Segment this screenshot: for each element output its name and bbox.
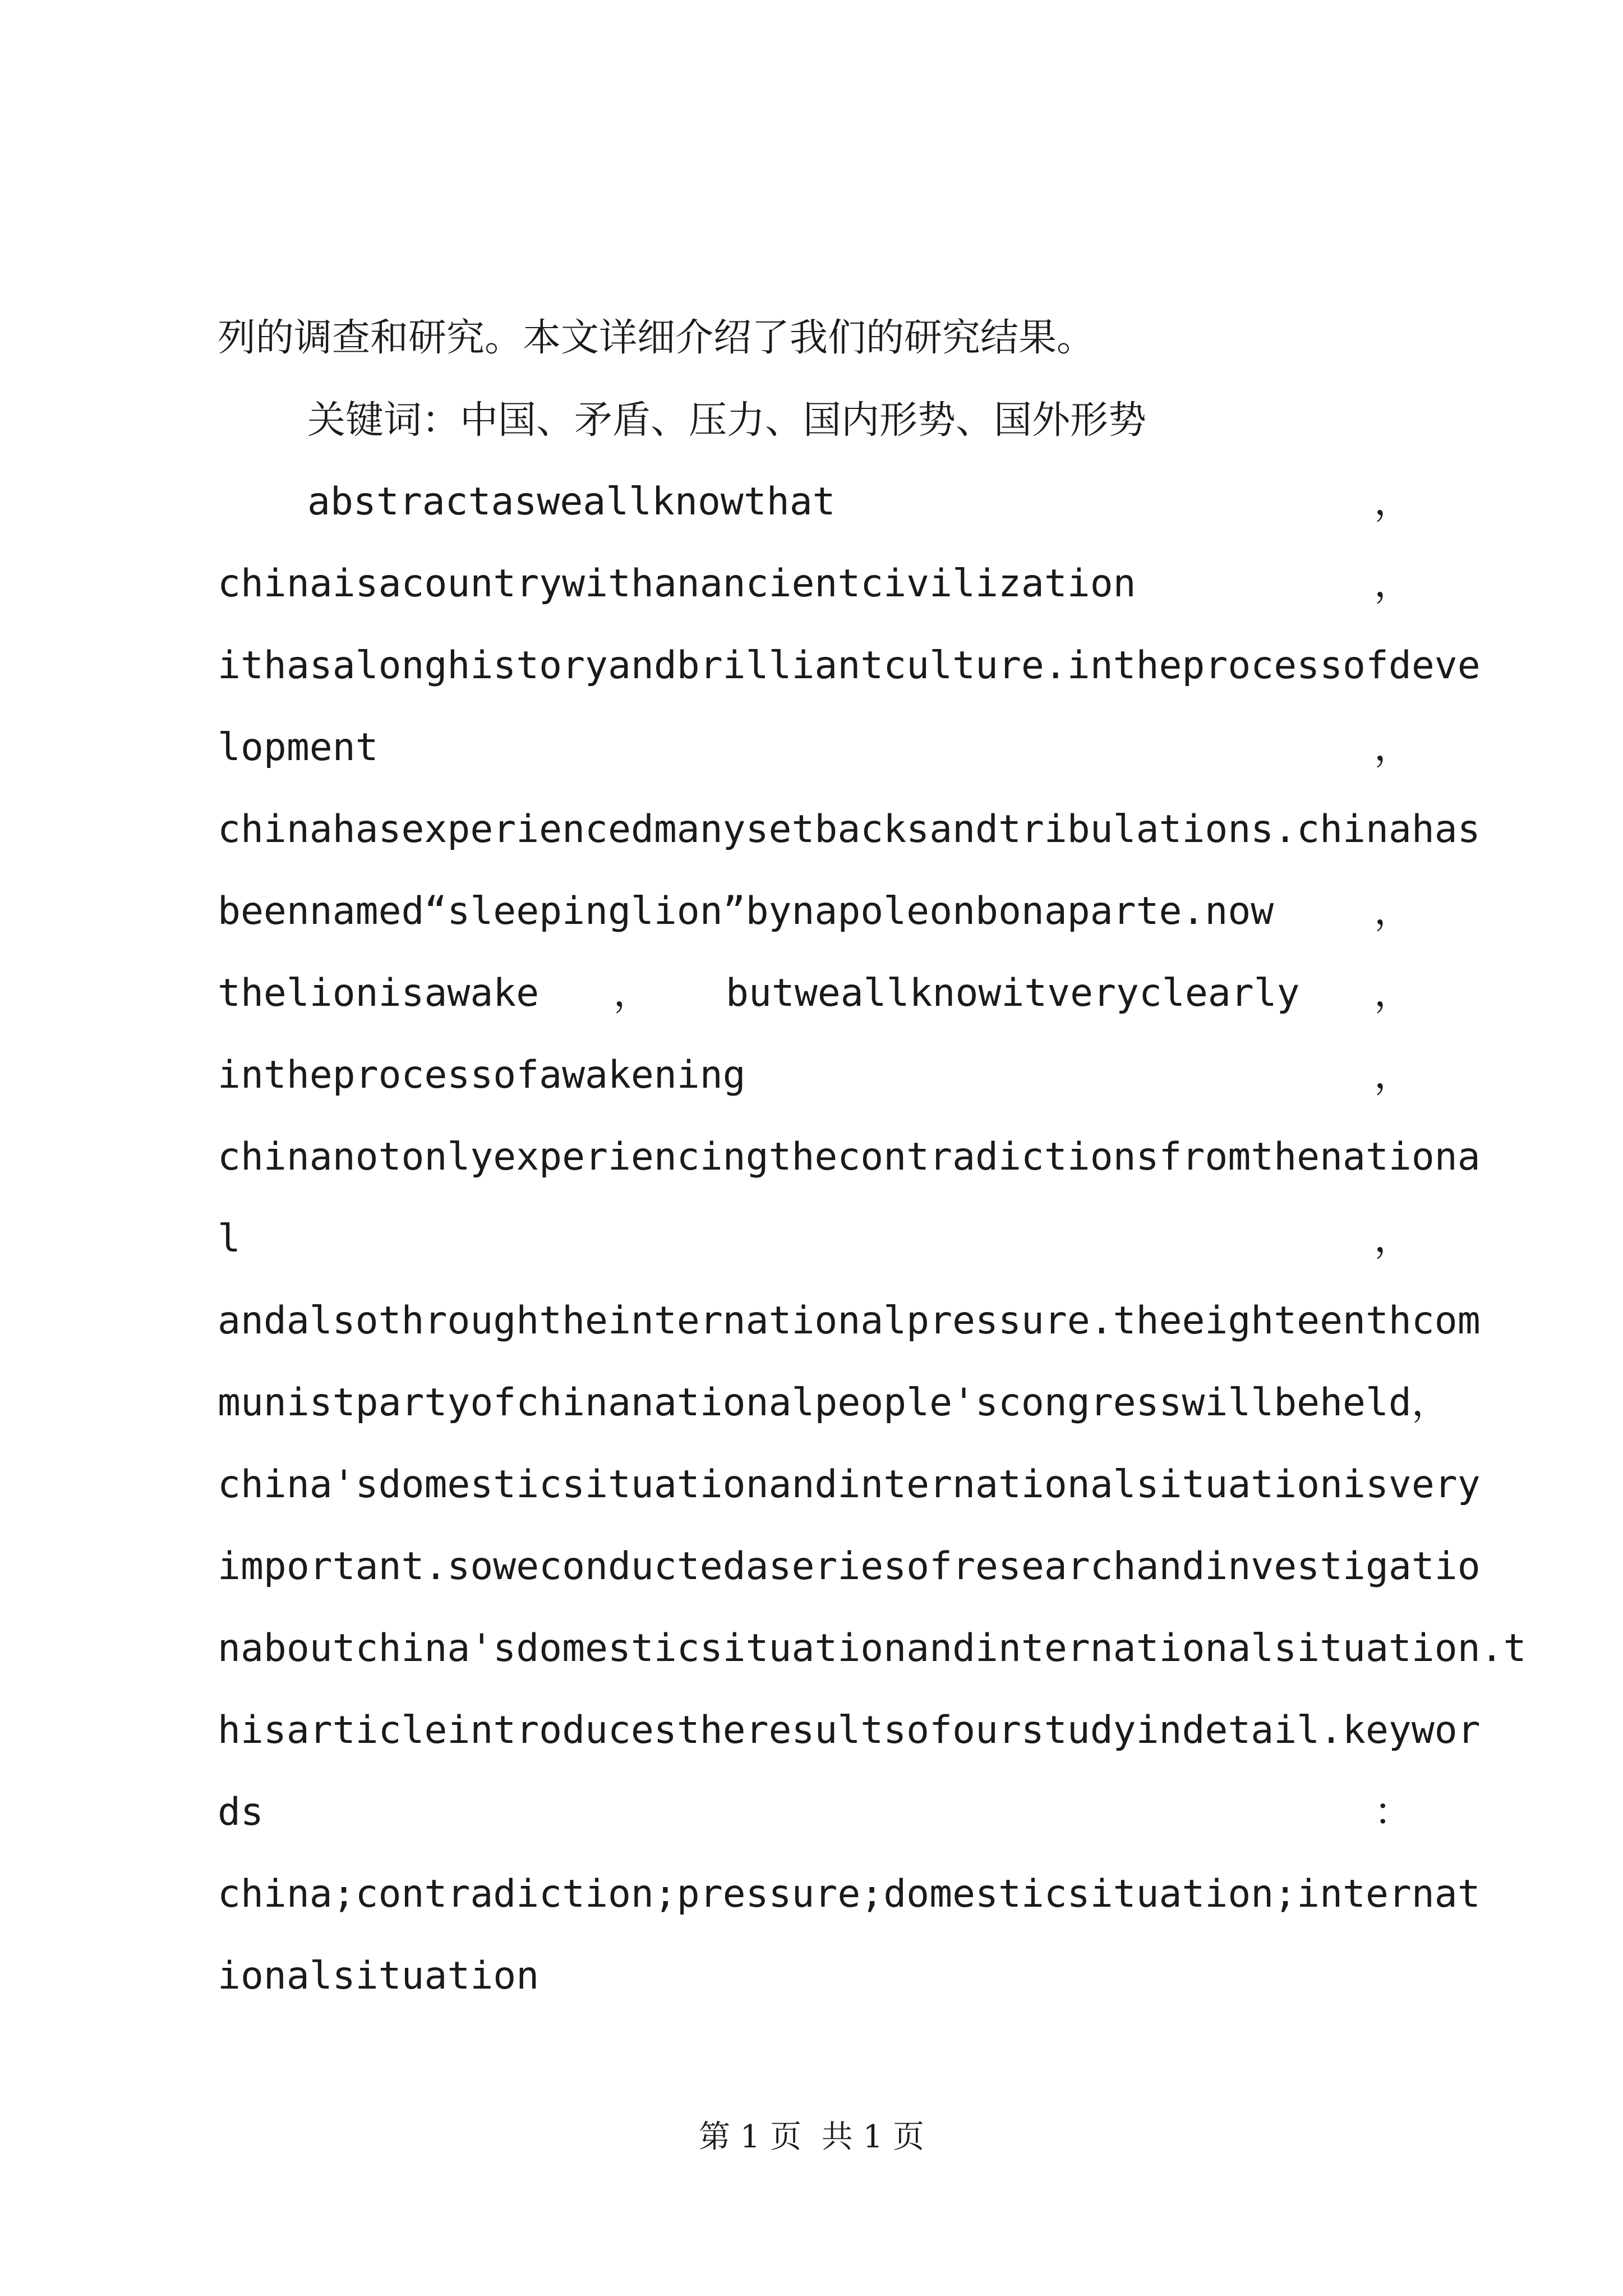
text-segment: chinaisacountrywithanancientcivilization <box>218 562 1136 606</box>
text-segment: intheprocessofawakening <box>218 1053 746 1097</box>
text-line-12 <box>218 1208 1412 1270</box>
text-segment: thelionisawake <box>218 971 540 1015</box>
text-line-18: hisarticleintroducestheresultsofourstudyindetail.keywor <box>218 1708 1481 1752</box>
text-line-4 <box>218 553 1412 615</box>
text-line-3 <box>307 471 1412 533</box>
text-line-17: naboutchina'sdomesticsituationandinternationalsituation.t <box>218 1626 1527 1671</box>
text-segment: ds <box>218 1790 264 1834</box>
text-punct: ， <box>1411 1381 1450 1425</box>
page-footer <box>0 2115 1623 2160</box>
text-line-13: andalsothroughtheinternationalpressure.theeighteenthcom <box>218 1299 1481 1343</box>
text-line-9 <box>218 963 1412 1024</box>
text-punct: ， <box>613 971 652 1015</box>
text-line-5: ithasalonghistoryandbrilliantculture.intheprocessofdeve <box>218 643 1481 688</box>
text-segment: l <box>218 1217 241 1261</box>
text-line-11: chinanotonlyexperiencingthecontradictionsfromthenationa <box>218 1135 1481 1179</box>
text-line-8 <box>218 881 1412 942</box>
text-line-19 <box>218 1782 1412 1843</box>
text-segment: abstractasweallknowthat <box>307 480 836 524</box>
text-punct: ， <box>1373 971 1412 1015</box>
keywords-cn: 关键词：中国、矛盾、压力、国内形势、国外形势 <box>307 398 1147 443</box>
text-punct: ， <box>1373 1053 1412 1097</box>
text-line-14 <box>218 1372 1450 1434</box>
text-line-10 <box>218 1045 1412 1106</box>
text-line-20: china;contradiction;pressure;domesticsituation;internat <box>218 1872 1481 1916</box>
text-line-21: ionalsituation <box>218 1954 540 1998</box>
text-line-1: 列的调查和研究。本文详细介绍了我们的研究结果。 <box>218 316 1095 360</box>
text-segment: beennamed“sleepinglion”bynapoleonbonaparte.now <box>218 889 1274 933</box>
page-number: 第 1 页 共 1 页 <box>698 2119 925 2155</box>
text-punct: ， <box>1373 562 1412 606</box>
text-line-16: important.soweconductedaseriesofresearchandinvestigatio <box>218 1544 1481 1589</box>
text-line-15: china'sdomesticsituationandinternationalsituationisvery <box>218 1462 1481 1507</box>
text-segment: butweallknowitveryclearly <box>726 971 1300 1015</box>
text-punct: ： <box>1373 1790 1412 1834</box>
text-line-6 <box>218 717 1412 779</box>
text-segment: lopment <box>218 725 379 770</box>
text-segment: munistpartyofchinanationalpeople'scongresswillbeheld <box>218 1381 1412 1425</box>
text-line-7: chinahasexperiencedmanysetbacksandtribulations.chinahas <box>218 807 1481 852</box>
text-punct: ， <box>1373 1217 1412 1261</box>
text-punct: ， <box>1373 480 1412 524</box>
text-punct: ， <box>1373 725 1412 770</box>
text-punct: ， <box>1373 889 1412 933</box>
